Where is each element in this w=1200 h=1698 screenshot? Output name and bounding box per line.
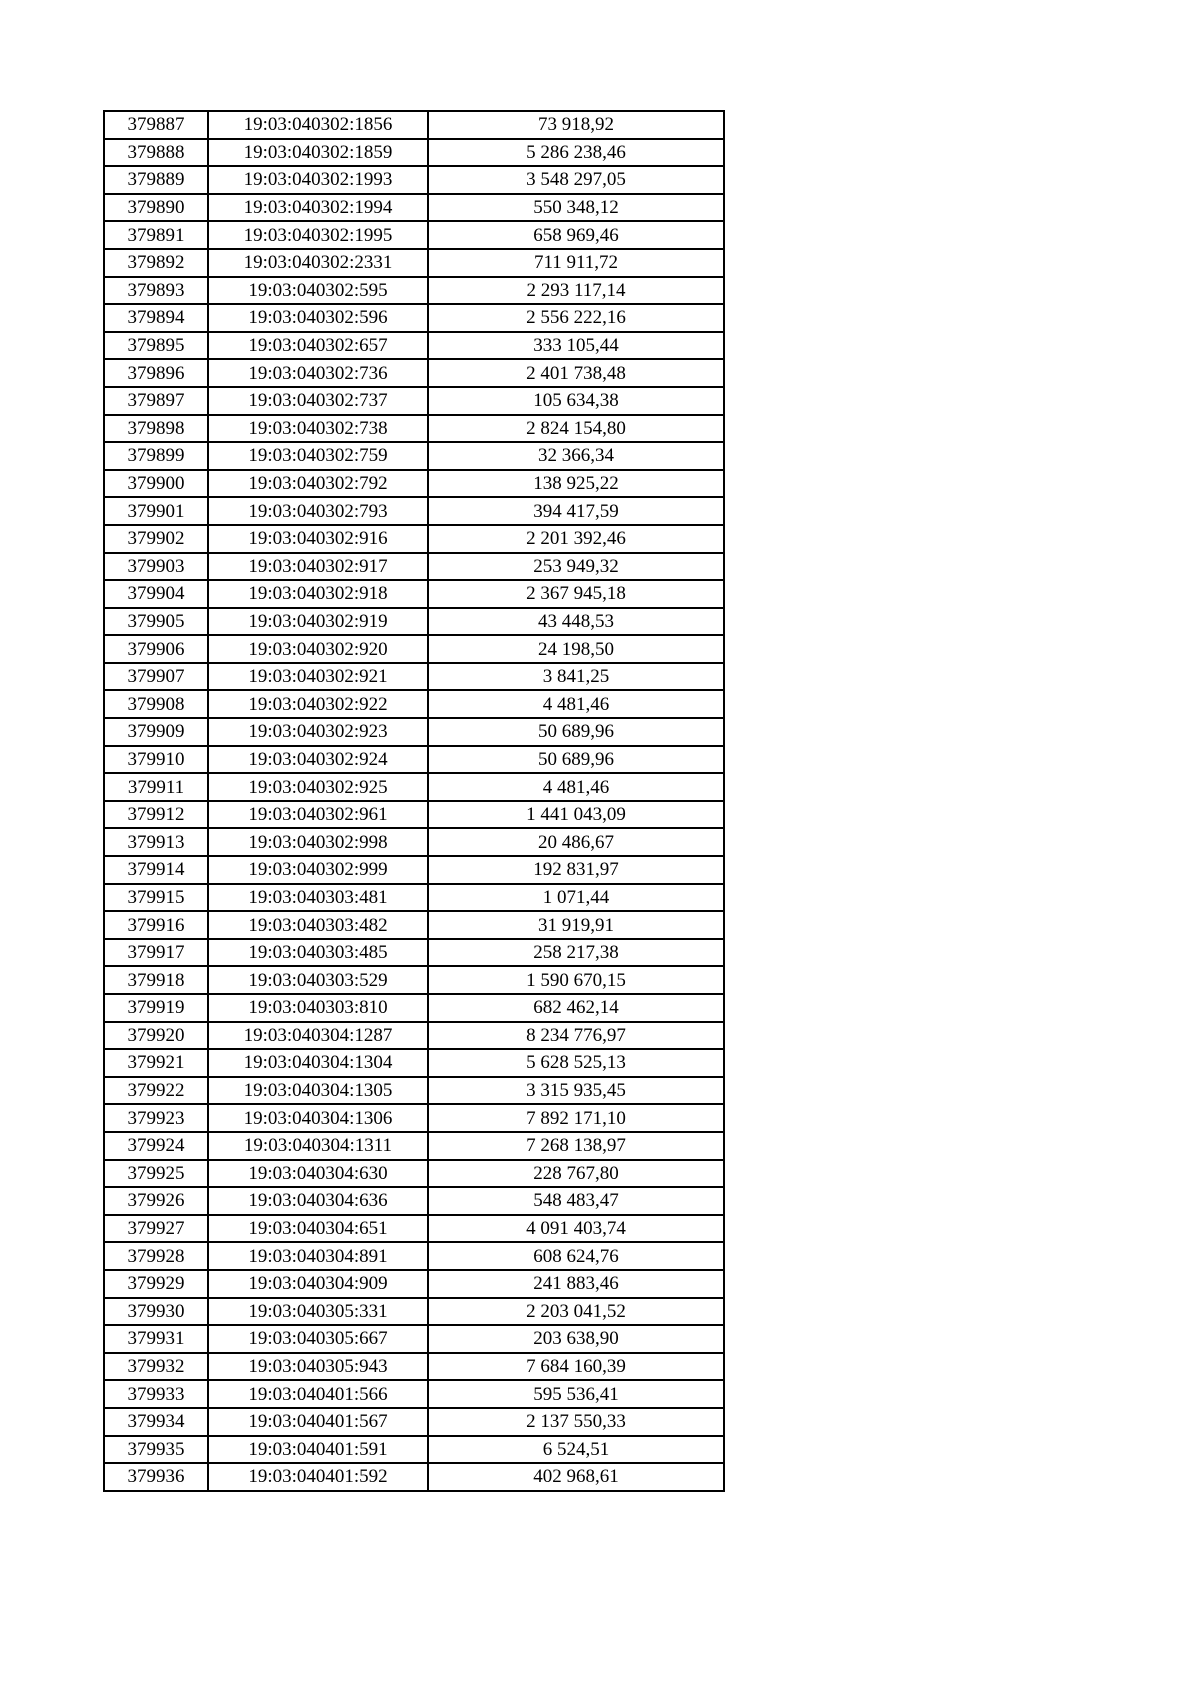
table-row — [104, 332, 724, 360]
value-cell: 3 548 297,05 — [428, 166, 724, 194]
cadastral-number-cell: 19:03:040302:923 — [208, 718, 428, 746]
row-number-cell: 379913 — [104, 828, 208, 856]
table-row — [104, 277, 724, 305]
cadastral-number-cell: 19:03:040302:1995 — [208, 221, 428, 249]
value-cell: 20 486,67 — [428, 828, 724, 856]
value-cell: 5 286 238,46 — [428, 139, 724, 167]
table-row — [104, 1215, 724, 1243]
value-cell: 333 105,44 — [428, 332, 724, 360]
row-number-cell: 379935 — [104, 1436, 208, 1464]
value-cell: 253 949,32 — [428, 553, 724, 581]
cadastral-number-cell: 19:03:040302:916 — [208, 525, 428, 553]
cadastral-number-cell: 19:03:040302:920 — [208, 635, 428, 663]
row-number-cell: 379914 — [104, 856, 208, 884]
table-row — [104, 415, 724, 443]
value-cell: 1 441 043,09 — [428, 801, 724, 829]
row-number-cell: 379932 — [104, 1353, 208, 1381]
table-row — [104, 166, 724, 194]
row-number-cell: 379887 — [104, 111, 208, 139]
value-cell: 402 968,61 — [428, 1463, 724, 1491]
row-number-cell: 379920 — [104, 1022, 208, 1050]
cadastral-number-cell: 19:03:040304:1306 — [208, 1104, 428, 1132]
table-row — [104, 304, 724, 332]
table-row — [104, 746, 724, 774]
table-row — [104, 139, 724, 167]
cadastral-number-cell: 19:03:040302:596 — [208, 304, 428, 332]
table-row — [104, 828, 724, 856]
row-number-cell: 379909 — [104, 718, 208, 746]
cadastral-number-cell: 19:03:040302:925 — [208, 773, 428, 801]
table-row — [104, 359, 724, 387]
table-row — [104, 1270, 724, 1298]
value-cell: 24 198,50 — [428, 635, 724, 663]
value-cell: 31 919,91 — [428, 911, 724, 939]
cadastral-number-cell: 19:03:040302:999 — [208, 856, 428, 884]
value-cell: 3 841,25 — [428, 663, 724, 691]
value-cell: 7 268 138,97 — [428, 1132, 724, 1160]
value-cell: 4 481,46 — [428, 690, 724, 718]
table-row — [104, 1380, 724, 1408]
cadastral-number-cell: 19:03:040304:891 — [208, 1242, 428, 1270]
value-cell: 73 918,92 — [428, 111, 724, 139]
value-cell: 2 556 222,16 — [428, 304, 724, 332]
value-cell: 258 217,38 — [428, 939, 724, 967]
row-number-cell: 379936 — [104, 1463, 208, 1491]
cadastral-number-cell: 19:03:040302:921 — [208, 663, 428, 691]
row-number-cell: 379897 — [104, 387, 208, 415]
row-number-cell: 379919 — [104, 994, 208, 1022]
cadastral-number-cell: 19:03:040302:1856 — [208, 111, 428, 139]
table-row — [104, 663, 724, 691]
value-cell: 241 883,46 — [428, 1270, 724, 1298]
table-row — [104, 690, 724, 718]
value-cell: 2 201 392,46 — [428, 525, 724, 553]
table-row — [104, 580, 724, 608]
value-cell: 711 911,72 — [428, 249, 724, 277]
value-cell: 2 824 154,80 — [428, 415, 724, 443]
table-row — [104, 718, 724, 746]
cadastral-number-cell: 19:03:040302:1859 — [208, 139, 428, 167]
row-number-cell: 379925 — [104, 1160, 208, 1188]
row-number-cell: 379912 — [104, 801, 208, 829]
row-number-cell: 379918 — [104, 966, 208, 994]
row-number-cell: 379917 — [104, 939, 208, 967]
value-cell: 3 315 935,45 — [428, 1077, 724, 1105]
cadastral-number-cell: 19:03:040302:924 — [208, 746, 428, 774]
cadastral-number-cell: 19:03:040303:485 — [208, 939, 428, 967]
cadastral-number-cell: 19:03:040304:1305 — [208, 1077, 428, 1105]
value-cell: 5 628 525,13 — [428, 1049, 724, 1077]
value-cell: 2 367 945,18 — [428, 580, 724, 608]
row-number-cell: 379893 — [104, 277, 208, 305]
cadastral-number-cell: 19:03:040304:1287 — [208, 1022, 428, 1050]
value-cell: 658 969,46 — [428, 221, 724, 249]
table-row — [104, 1298, 724, 1326]
table-row — [104, 387, 724, 415]
value-cell: 6 524,51 — [428, 1436, 724, 1464]
cadastral-number-cell: 19:03:040304:630 — [208, 1160, 428, 1188]
table-row — [104, 1077, 724, 1105]
cadastral-number-cell: 19:03:040401:591 — [208, 1436, 428, 1464]
cadastral-number-cell: 19:03:040303:529 — [208, 966, 428, 994]
row-number-cell: 379894 — [104, 304, 208, 332]
row-number-cell: 379929 — [104, 1270, 208, 1298]
row-number-cell: 379904 — [104, 580, 208, 608]
row-number-cell: 379910 — [104, 746, 208, 774]
row-number-cell: 379892 — [104, 249, 208, 277]
row-number-cell: 379921 — [104, 1049, 208, 1077]
row-number-cell: 379896 — [104, 359, 208, 387]
table-row — [104, 1160, 724, 1188]
cadastral-number-cell: 19:03:040302:2331 — [208, 249, 428, 277]
cadastral-number-cell: 19:03:040302:738 — [208, 415, 428, 443]
table-row — [104, 497, 724, 525]
cadastral-number-cell: 19:03:040303:482 — [208, 911, 428, 939]
cadastral-number-cell: 19:03:040304:909 — [208, 1270, 428, 1298]
cadastral-number-cell: 19:03:040305:943 — [208, 1353, 428, 1381]
table-row — [104, 856, 724, 884]
value-cell: 394 417,59 — [428, 497, 724, 525]
value-cell: 2 203 041,52 — [428, 1298, 724, 1326]
table-row — [104, 1132, 724, 1160]
row-number-cell: 379931 — [104, 1325, 208, 1353]
row-number-cell: 379930 — [104, 1298, 208, 1326]
table-row — [104, 994, 724, 1022]
row-number-cell: 379903 — [104, 553, 208, 581]
value-cell: 2 137 550,33 — [428, 1408, 724, 1436]
cadastral-number-cell: 19:03:040304:651 — [208, 1215, 428, 1243]
row-number-cell: 379891 — [104, 221, 208, 249]
value-cell: 548 483,47 — [428, 1187, 724, 1215]
row-number-cell: 379927 — [104, 1215, 208, 1243]
cadastral-number-cell: 19:03:040302:922 — [208, 690, 428, 718]
row-number-cell: 379911 — [104, 773, 208, 801]
value-cell: 228 767,80 — [428, 1160, 724, 1188]
value-cell: 32 366,34 — [428, 442, 724, 470]
cadastral-number-cell: 19:03:040305:331 — [208, 1298, 428, 1326]
row-number-cell: 379928 — [104, 1242, 208, 1270]
table-row — [104, 1353, 724, 1381]
table-row — [104, 1242, 724, 1270]
table-row — [104, 939, 724, 967]
table-row — [104, 525, 724, 553]
value-cell: 4 091 403,74 — [428, 1215, 724, 1243]
table-row — [104, 442, 724, 470]
table-row — [104, 1022, 724, 1050]
value-cell: 203 638,90 — [428, 1325, 724, 1353]
table-row — [104, 553, 724, 581]
value-cell: 105 634,38 — [428, 387, 724, 415]
cadastral-number-cell: 19:03:040304:636 — [208, 1187, 428, 1215]
table-row — [104, 1436, 724, 1464]
cadastral-number-cell: 19:03:040303:481 — [208, 884, 428, 912]
value-cell: 608 624,76 — [428, 1242, 724, 1270]
value-cell: 682 462,14 — [428, 994, 724, 1022]
cadastral-number-cell: 19:03:040401:567 — [208, 1408, 428, 1436]
row-number-cell: 379923 — [104, 1104, 208, 1132]
cadastral-number-cell: 19:03:040302:1993 — [208, 166, 428, 194]
row-number-cell: 379907 — [104, 663, 208, 691]
value-cell: 50 689,96 — [428, 746, 724, 774]
row-number-cell: 379916 — [104, 911, 208, 939]
table-row — [104, 111, 724, 139]
row-number-cell: 379901 — [104, 497, 208, 525]
cadastral-number-cell: 19:03:040302:792 — [208, 470, 428, 498]
value-cell: 4 481,46 — [428, 773, 724, 801]
value-cell: 595 536,41 — [428, 1380, 724, 1408]
cadastral-number-cell: 19:03:040302:657 — [208, 332, 428, 360]
table-row — [104, 1049, 724, 1077]
row-number-cell: 379924 — [104, 1132, 208, 1160]
table-row — [104, 1325, 724, 1353]
value-cell: 138 925,22 — [428, 470, 724, 498]
cadastral-number-cell: 19:03:040302:998 — [208, 828, 428, 856]
row-number-cell: 379900 — [104, 470, 208, 498]
table-body — [104, 111, 724, 1491]
value-cell: 550 348,12 — [428, 194, 724, 222]
table-row — [104, 1187, 724, 1215]
cadastral-number-cell: 19:03:040302:1994 — [208, 194, 428, 222]
value-cell: 1 071,44 — [428, 884, 724, 912]
table-row — [104, 1104, 724, 1132]
cadastral-number-cell: 19:03:040401:592 — [208, 1463, 428, 1491]
value-cell: 2 293 117,14 — [428, 277, 724, 305]
row-number-cell: 379922 — [104, 1077, 208, 1105]
value-cell: 2 401 738,48 — [428, 359, 724, 387]
table-row — [104, 801, 724, 829]
table-row — [104, 221, 724, 249]
table-row — [104, 608, 724, 636]
cadastral-value-table — [103, 110, 725, 1492]
cadastral-number-cell: 19:03:040302:759 — [208, 442, 428, 470]
row-number-cell: 379895 — [104, 332, 208, 360]
cadastral-number-cell: 19:03:040304:1304 — [208, 1049, 428, 1077]
row-number-cell: 379908 — [104, 690, 208, 718]
cadastral-number-cell: 19:03:040302:961 — [208, 801, 428, 829]
row-number-cell: 379915 — [104, 884, 208, 912]
table-row — [104, 635, 724, 663]
value-cell: 43 448,53 — [428, 608, 724, 636]
cadastral-number-cell: 19:03:040304:1311 — [208, 1132, 428, 1160]
value-cell: 7 892 171,10 — [428, 1104, 724, 1132]
row-number-cell: 379898 — [104, 415, 208, 443]
cadastral-number-cell: 19:03:040302:737 — [208, 387, 428, 415]
row-number-cell: 379906 — [104, 635, 208, 663]
table-row — [104, 470, 724, 498]
table-row — [104, 1463, 724, 1491]
row-number-cell: 379899 — [104, 442, 208, 470]
cadastral-number-cell: 19:03:040302:736 — [208, 359, 428, 387]
table-row — [104, 773, 724, 801]
cadastral-number-cell: 19:03:040305:667 — [208, 1325, 428, 1353]
cadastral-number-cell: 19:03:040302:918 — [208, 580, 428, 608]
row-number-cell: 379934 — [104, 1408, 208, 1436]
table-row — [104, 966, 724, 994]
cadastral-number-cell: 19:03:040302:595 — [208, 277, 428, 305]
cadastral-number-cell: 19:03:040401:566 — [208, 1380, 428, 1408]
row-number-cell: 379926 — [104, 1187, 208, 1215]
value-cell: 8 234 776,97 — [428, 1022, 724, 1050]
cadastral-number-cell: 19:03:040302:919 — [208, 608, 428, 636]
value-cell: 7 684 160,39 — [428, 1353, 724, 1381]
cadastral-number-cell: 19:03:040302:793 — [208, 497, 428, 525]
row-number-cell: 379902 — [104, 525, 208, 553]
value-cell: 1 590 670,15 — [428, 966, 724, 994]
table-row — [104, 194, 724, 222]
cadastral-number-cell: 19:03:040302:917 — [208, 553, 428, 581]
value-cell: 50 689,96 — [428, 718, 724, 746]
row-number-cell: 379888 — [104, 139, 208, 167]
table-row — [104, 249, 724, 277]
table-row — [104, 1408, 724, 1436]
row-number-cell: 379889 — [104, 166, 208, 194]
table-row — [104, 884, 724, 912]
row-number-cell: 379890 — [104, 194, 208, 222]
row-number-cell: 379905 — [104, 608, 208, 636]
row-number-cell: 379933 — [104, 1380, 208, 1408]
value-cell: 192 831,97 — [428, 856, 724, 884]
table-row — [104, 911, 724, 939]
cadastral-number-cell: 19:03:040303:810 — [208, 994, 428, 1022]
